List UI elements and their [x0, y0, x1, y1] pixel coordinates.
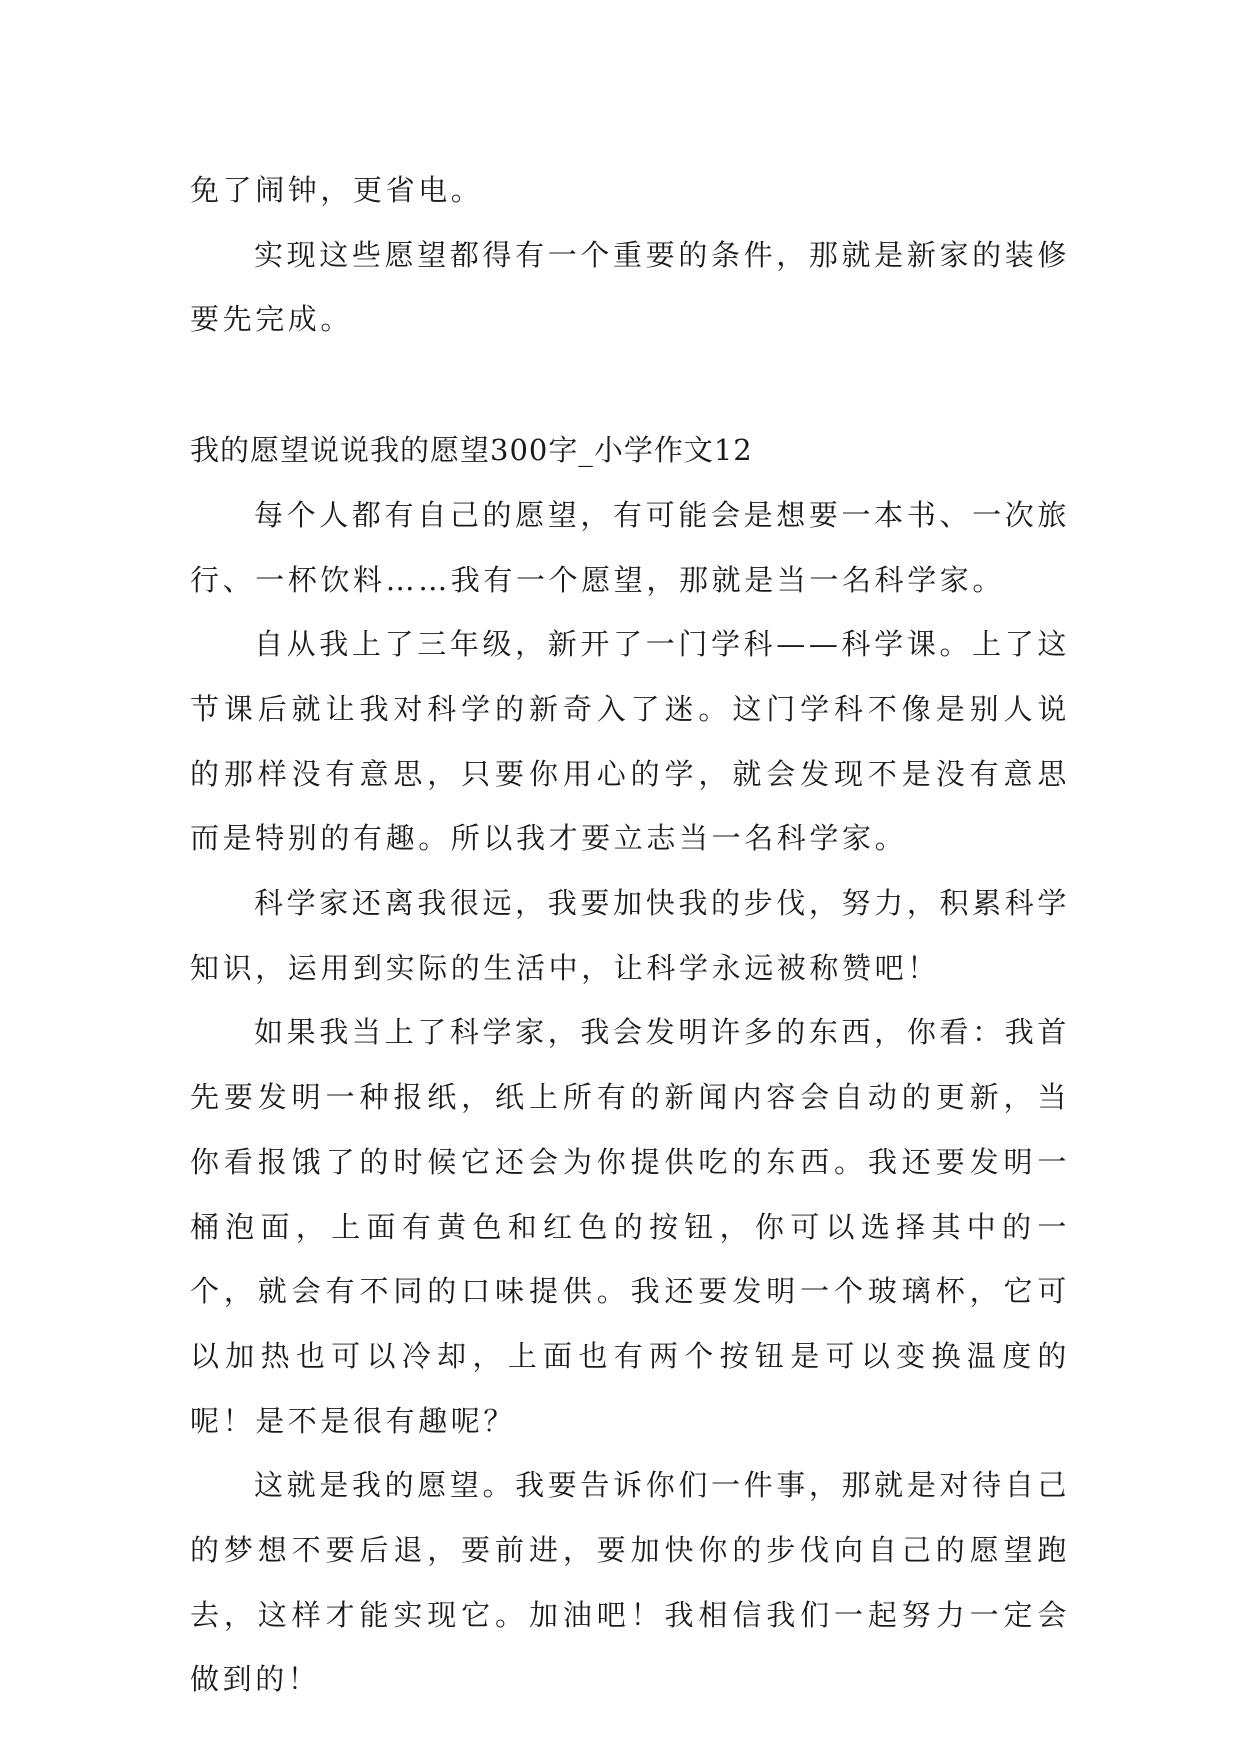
paragraph: 这就是我的愿望。我要告诉你们一件事，那就是对待自己的梦想不要后退，要前进，要加快你的步伐向自己的愿望跑去，这样才能实现它。加油吧！我相信我们一起努力一定会做到的！ — [190, 1468, 1070, 1697]
intro-fragment: 免了闹钟，更省电。 — [190, 173, 484, 207]
paragraph: 如果我当上了科学家，我会发明许多的东西，你看：我首先要发明一种报纸，纸上所有的新闻内容会自动的更新，当你看报饿了的时候它还会为你提供吃的东西。我还要发明一桶泡面，上面有黄色和红色的按钮，你可以选择其中的一个，就会有不同的口味提供。我还要发明一个玻璃杯，它可以加热也可以冷却，上面也有两个按钮是可以变换温度的呢！是不是很有趣呢？ — [190, 1015, 1070, 1438]
essay-title: 我的愿望说说我的愿望300字_小学作文12 — [190, 433, 753, 468]
paragraph: 每个人都有自己的愿望，有可能会是想要一本书、一次旅行、一杯饮料……我有一个愿望，那就是当一名科学家。 — [190, 497, 1070, 597]
document-body — [190, 158, 1070, 1712]
section-gap — [190, 352, 1070, 418]
paragraph: 科学家还离我很远，我要加快我的步伐，努力，积累科学知识，运用到实际的生活中，让科学永远被称赞吧！ — [190, 886, 1070, 985]
paragraph: 自从我上了三年级，新开了一门学科——科学课。上了这节课后就让我对科学的新奇入了迷。这门学科不像是别人说的那样没有意思，只要你用心的学，就会发现不是没有意思而是特别的有趣。所以我才要立志当一名科学家。 — [190, 627, 1070, 856]
intro-paragraph: 实现这些愿望都得有一个重要的条件，那就是新家的装修要先完成。 — [190, 237, 1070, 337]
